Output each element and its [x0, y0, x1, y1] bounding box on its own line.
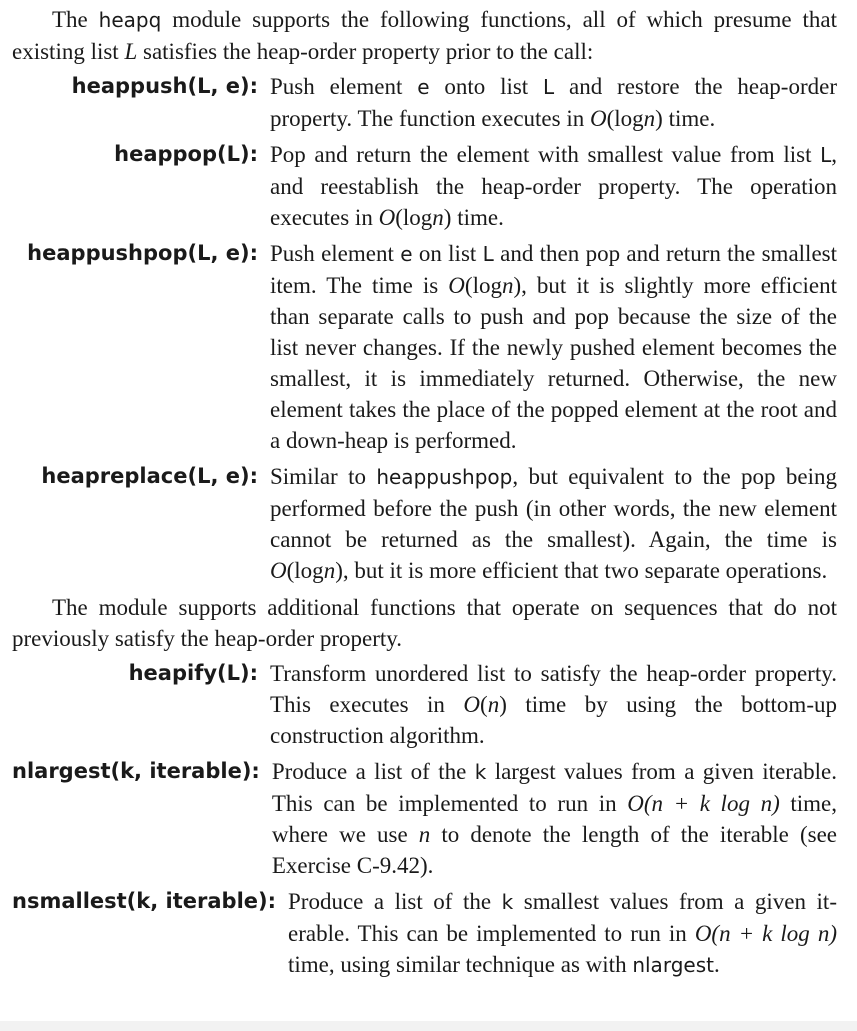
math-expression: O(n + k log n): [627, 791, 780, 816]
code-token: L: [543, 75, 555, 99]
big-o: O: [463, 692, 481, 717]
math-variable: n: [501, 273, 514, 298]
function-description: Produce a list of the k largest values from a given iterable. This can be implemented to run in O(n + k log n) time, where we use n to denote the length of the iterable (see Exercise C-9.42).: [271, 759, 837, 878]
function-term: heappop(L):: [114, 142, 258, 166]
math-variable: n: [432, 205, 444, 230]
function-term: nsmallest(k, iterable):: [12, 889, 277, 913]
math-variable: n: [487, 692, 500, 717]
function-term: nlargest(k, iterable):: [12, 759, 260, 783]
intro-text: The: [52, 7, 99, 32]
function-description: Push element e onto list L and restore the heap-order property. The function executes in O(logn) time.: [270, 74, 837, 131]
big-o: O: [270, 558, 287, 583]
code-token: e: [417, 75, 430, 99]
code-token: heappushpop: [376, 465, 513, 489]
function-entry-nlargest: [12, 756, 837, 881]
intro-text: module supports the following functions, all of which presume that existing list: [12, 7, 837, 64]
function-term: heapify(L):: [128, 661, 258, 685]
code-token: L: [482, 242, 494, 266]
function-description: Transform unordered list to satisfy the heap-order property. This executes in O(n) time by using the bottom-up construction algorithm.: [270, 661, 837, 748]
function-term: heapreplace(L, e):: [41, 464, 258, 488]
intro-paragraph: [12, 4, 837, 67]
function-entry-nsmallest: [12, 886, 837, 981]
code-token: k: [501, 890, 514, 914]
big-o: O: [378, 205, 396, 230]
page-bottom-edge: [0, 1021, 857, 1031]
middle-paragraph: The module supports additional functions that operate on sequences that do not previously satisfy the heap-order property.: [12, 595, 837, 651]
function-description: Push element e on list L and then pop and return the smallest item. The time is O(logn), but it is slightly more efficient than separate calls to push and pop because the size of the list never changes. If the newly pushed element becomes the smallest, it is immediately returned. Otherwise, the new element takes the place of the popped element at the root and a down-heap is performed.: [270, 241, 837, 453]
list-variable: L: [124, 39, 138, 64]
function-term: heappush(L, e):: [71, 74, 258, 98]
math-expression: O(n + k log n): [694, 921, 837, 946]
math-variable: n: [418, 822, 431, 847]
code-token: e: [400, 242, 413, 266]
code-token: L: [820, 143, 832, 167]
function-entry-heappop: [12, 139, 837, 233]
function-entry-heapreplace: [12, 461, 837, 586]
code-token: nlargest: [632, 953, 714, 977]
function-description: Produce a list of the k smallest values from a given iterable. This can be implemented to run in O(n + k log n) time, using similar technique as with nlargest.: [288, 889, 837, 977]
function-entry-heapify: [12, 658, 837, 751]
function-description: Pop and return the element with smallest value from list L, and reestablish the heap-order property. The operation executes in O(logn) time.: [270, 142, 837, 230]
big-o: O: [589, 106, 607, 131]
code-token: k: [474, 760, 487, 784]
function-term: heappushpop(L, e):: [27, 241, 258, 265]
intro-text: satisfies the heap-order property prior to the call:: [137, 39, 594, 64]
function-entry-heappush: [12, 71, 837, 134]
function-description: Similar to heappushpop, but equivalent to the pop being performed before the push (in other words, the new element cannot be returned as the smallest). Again, the time is O(logn), but it is more efficient that two separate operations.: [270, 464, 837, 583]
function-entry-heappushpop: [12, 238, 837, 456]
math-variable: n: [643, 106, 656, 131]
big-o: O: [448, 273, 465, 298]
math-variable: n: [323, 558, 336, 583]
module-name: heapq: [98, 8, 162, 32]
